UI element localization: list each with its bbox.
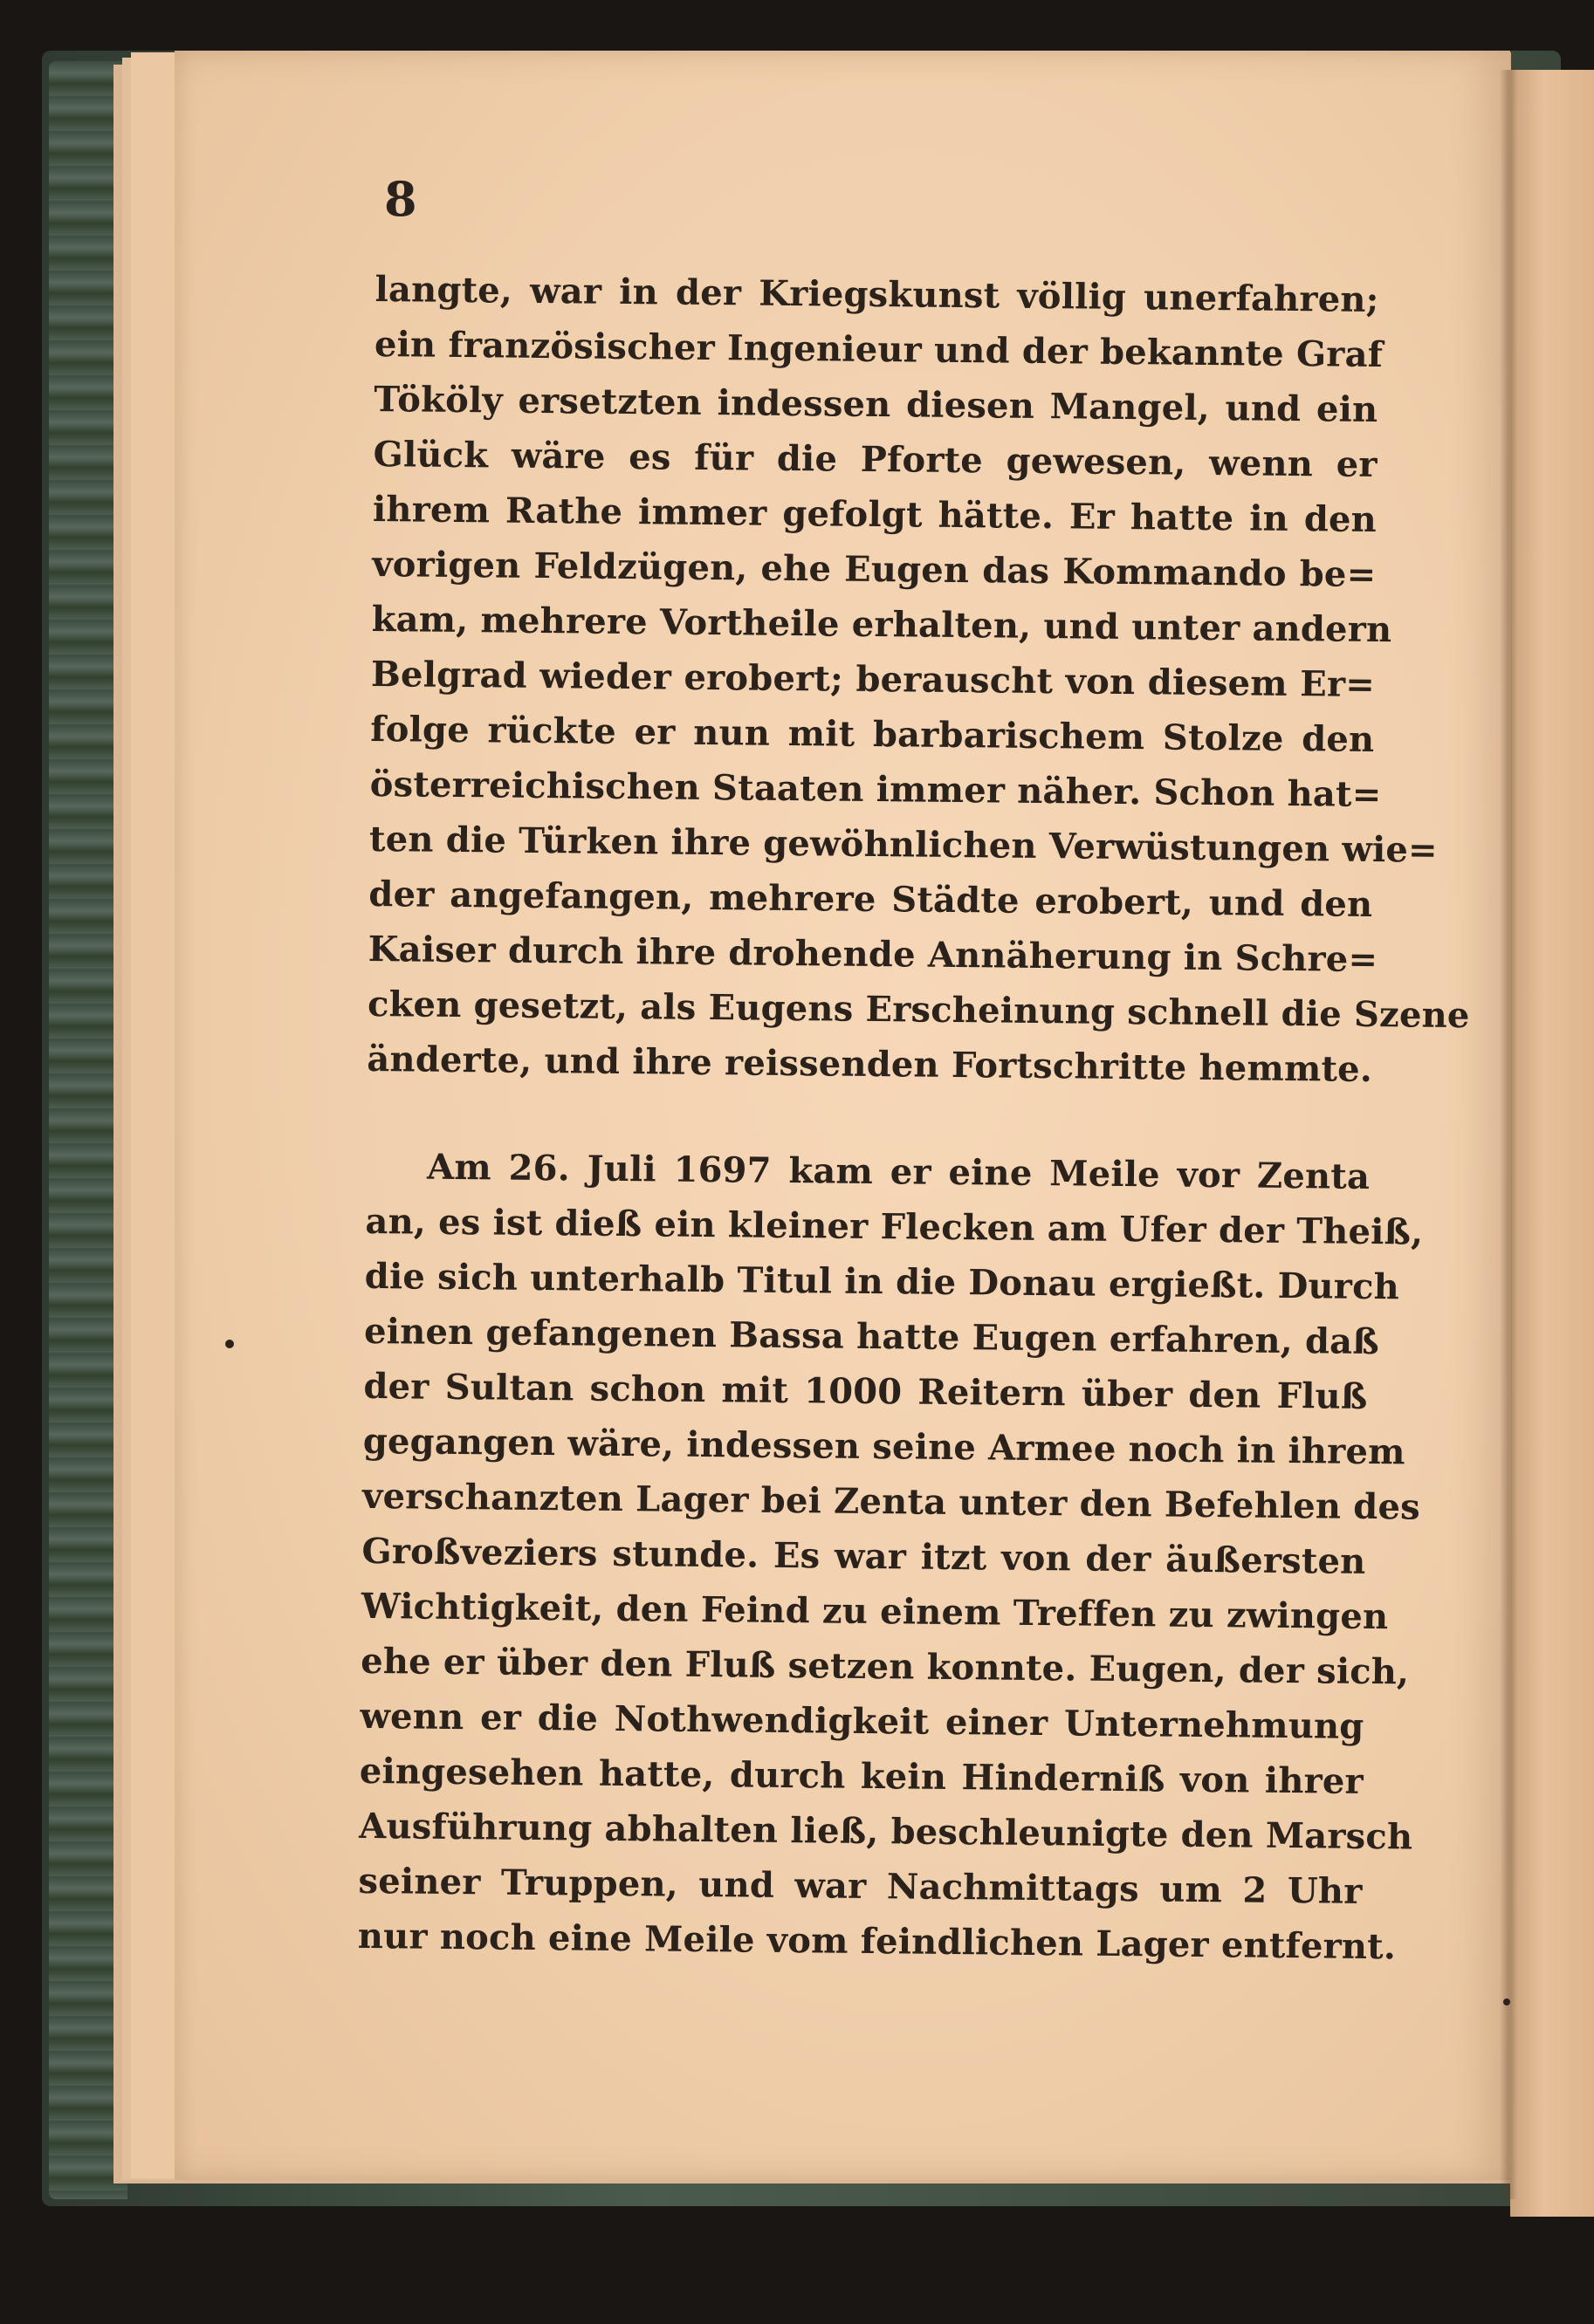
text-line: einen gefangenen Bassa hatte Eugen erfahren, daß — [363, 1310, 1380, 1363]
text-line: österreichischen Staaten immer näher. Schon hat= — [369, 763, 1382, 816]
text-line: seiner Truppen, und war Nachmittags um 2 Uhr — [358, 1860, 1363, 1912]
text-line: Tököly ersetzten indessen diesen Mangel, und ein — [374, 378, 1378, 431]
text-line: Glück wäre es für die Pforte gewesen, wenn er — [373, 433, 1378, 486]
text-line: Am 26. Juli 1697 kam er eine Meile vor Zenta — [426, 1146, 1371, 1197]
text-line: der angefangen, mehrere Städte erobert, und den — [368, 873, 1373, 926]
text-line: Großveziers stunde. Es war itzt von der äußersten — [361, 1530, 1366, 1582]
paragraph-2 — [357, 1139, 1424, 1974]
text-line: kam, mehrere Vortheile erhalten, und unter andern — [371, 598, 1392, 651]
text-line: änderte, und ihre reissenden Fortschritte hemmte. — [367, 1038, 1373, 1091]
text-line: cken gesetzt, als Eugens Erscheinung schnell die Szene — [367, 983, 1470, 1037]
text-line: vorigen Feldzügen, ehe Eugen das Kommando be= — [372, 543, 1377, 596]
text-line: Ausführung abhalten ließ, beschleunigte den Marsch — [358, 1805, 1413, 1858]
text-line: folge rückte er nun mit barbarischem Stolze den — [370, 708, 1375, 761]
text-line: Kaiser durch ihre drohende Annäherung in Schre= — [368, 928, 1378, 981]
page-number: 8 — [384, 171, 417, 227]
text-line: Belgrad wieder erobert; berauscht von diesem Er= — [370, 653, 1376, 706]
text-line: wenn er die Nothwendigkeit einer Unternehmung — [360, 1695, 1364, 1747]
paragraph-1 — [367, 262, 1470, 1097]
page-text — [357, 262, 1470, 1974]
text-line: der Sultan schon mit 1000 Reitern über den Fluß — [363, 1365, 1368, 1417]
facing-page-edge — [1510, 70, 1594, 2217]
text-line: die sich unterhalb Titul in die Donau ergießt. Durch — [364, 1255, 1400, 1308]
text-line: ein französischer Ingenieur und der bekannte Graf — [374, 323, 1384, 376]
text-line: gegangen wäre, indessen seine Armee noch in ihrem — [362, 1420, 1405, 1473]
text-line: langte, war in der Kriegskunst völlig unerfahren; — [374, 268, 1379, 321]
text-line: ihrem Rathe immer gefolgt hätte. Er hatte in den — [372, 488, 1378, 541]
page-gutter — [1500, 70, 1517, 2199]
text-line: an, es ist dieß ein kleiner Flecken am Ufer der Theiß, — [365, 1200, 1424, 1253]
ink-spot — [225, 1340, 234, 1348]
text-line: eingesehen hatte, durch kein Hinderniß von ihrer — [359, 1750, 1364, 1802]
text-line: ten die Türken ihre gewöhnlichen Verwüstungen wie= — [368, 818, 1439, 871]
text-line: verschanzten Lager bei Zenta unter den Befehlen des — [361, 1475, 1421, 1528]
ink-spot — [1503, 1998, 1510, 2005]
text-line: nur noch eine Meile vom feindlichen Lager entfernt. — [357, 1915, 1397, 1968]
text-line: ehe er über den Fluß setzen konnte. Eugen, der sich, — [360, 1640, 1410, 1693]
text-line: Wichtigkeit, den Feind zu einem Treffen zu zwingen — [361, 1585, 1389, 1638]
